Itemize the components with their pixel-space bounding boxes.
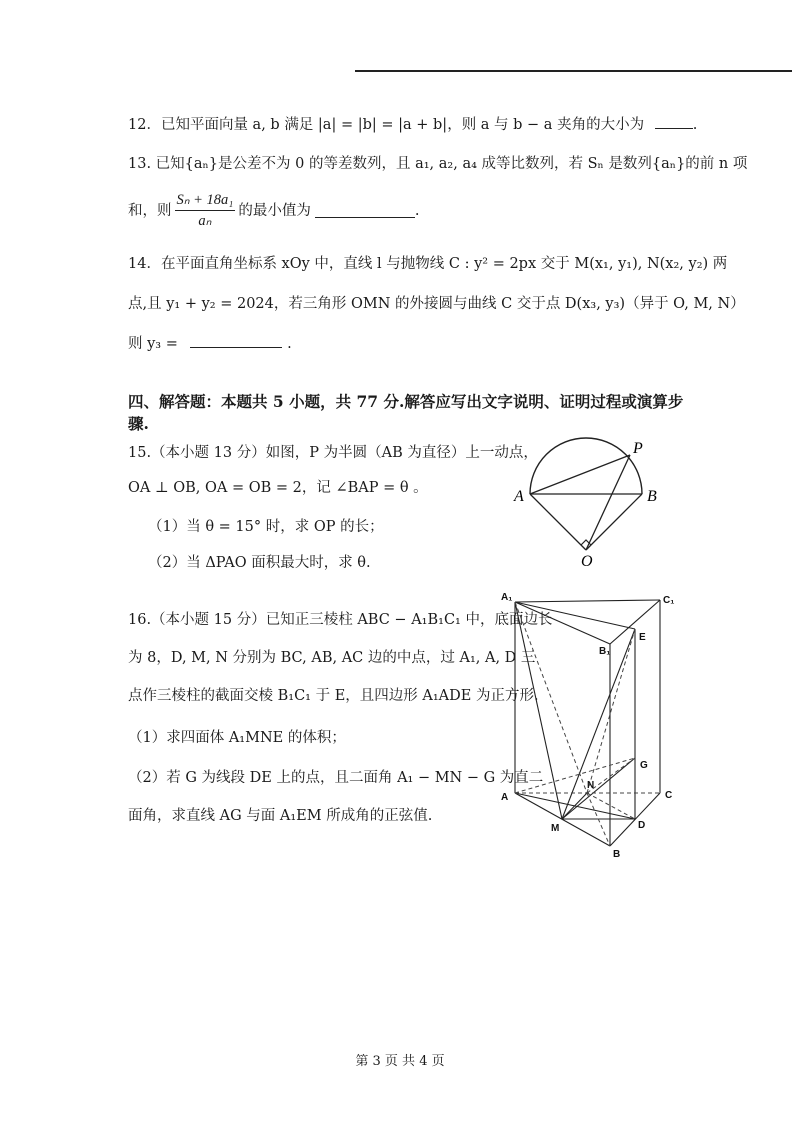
- segment-a1n-hidden: [515, 602, 587, 793]
- question-14-line3: [128, 333, 292, 354]
- semicircle-figure: [505, 435, 680, 570]
- segment-a1e: [515, 602, 635, 629]
- segment-ag-hidden: [515, 758, 635, 793]
- label-a: A: [501, 792, 509, 803]
- q13-suffix: 的最小值为: [238, 202, 311, 219]
- label-a1: A₁: [501, 592, 513, 603]
- label-p: P: [633, 440, 643, 457]
- label-b1: B₁: [599, 646, 611, 657]
- label-d: D: [638, 820, 646, 831]
- q12-tail: .: [692, 117, 698, 133]
- prism-figure: [495, 588, 690, 863]
- section-4-heading-line2: 骤.: [128, 414, 149, 433]
- segment-mg: [562, 758, 635, 819]
- segment-ne-hidden: [587, 629, 635, 793]
- question-16-line1: 16.（本小题 15 分）已知正三棱柱 ABC − A₁B₁C₁ 中，底面边长: [128, 612, 553, 628]
- question-14-line2: 点,且 y₁ + y₂ = 2024，若三角形 OMN 的外接圆与曲线 C 交于点 D(x₃, y₃)（异于 O, M, N）: [128, 296, 745, 312]
- segment-oa: [530, 494, 586, 550]
- question-16-part2: （2）若 G 为线段 DE 上的点，且二面角 A₁ − MN − G 为直二: [128, 770, 544, 786]
- label-o: O: [581, 553, 593, 570]
- label-b: B: [613, 849, 621, 860]
- q12-answer-blank[interactable]: [655, 114, 693, 129]
- q13-frac-numerator: Sₙ + 18a₁: [175, 190, 236, 211]
- q13-prefix: 和，则: [128, 202, 172, 219]
- label-g: G: [640, 760, 648, 771]
- question-14-line1: 14．在平面直角坐标系 xOy 中，直线 l 与抛物线 C : y² = 2px 交于 M(x₁, y₁), N(x₂, y₂) 两: [128, 256, 728, 272]
- label-c1: C₁: [663, 595, 675, 606]
- segment-mn: [562, 793, 587, 819]
- label-n: N: [587, 780, 595, 791]
- q14-answer-blank[interactable]: [190, 333, 282, 348]
- question-15-part2: （2）当 ΔPAO 面积最大时，求 θ.: [148, 555, 371, 571]
- q14-prefix: 则 y₃ =: [128, 336, 178, 352]
- question-16-part1: （1）求四面体 A₁MNE 的体积；: [128, 730, 346, 746]
- question-15-line2: OA ⊥ OB, OA = OB = 2，记 ∠BAP = θ 。: [128, 480, 428, 496]
- edge-a1b1: [515, 602, 610, 644]
- question-13-line2: [128, 190, 419, 231]
- q12-text: 12．已知平面向量 a, b 满足 |a| = |b| = |a + b|，则 a 与 b − a 夹角的大小为: [128, 117, 645, 133]
- label-m: M: [551, 823, 560, 834]
- question-15-part1: （1）当 θ = 15° 时，求 OP 的长；: [148, 519, 384, 535]
- segment-ob: [586, 494, 642, 550]
- label-b: B: [647, 488, 657, 505]
- label-e: E: [639, 632, 646, 643]
- q13-tail: .: [414, 202, 420, 219]
- question-16-line3: 点作三棱柱的截面交棱 B₁C₁ 于 E，且四边形 A₁ADE 为正方形.: [128, 688, 539, 704]
- question-13-line1: 13. 已知{aₙ}是公差不为 0 的等差数列，且 a₁, a₂, a₄ 成等比数列，若 Sₙ 是数列{aₙ}的前 n 项: [128, 156, 748, 172]
- q13-answer-blank[interactable]: [315, 203, 415, 218]
- question-12: [128, 114, 697, 135]
- label-a: A: [514, 488, 524, 505]
- label-c: C: [665, 790, 673, 801]
- segment-me: [562, 629, 635, 819]
- question-15-line1: 15.（本小题 13 分）如图，P 为半圆（AB 为直径）上一动点，: [128, 445, 538, 461]
- q13-fraction: [175, 190, 236, 231]
- section-4-heading-line1: 四、解答题：本题共 5 小题，共 77 分.解答应写出文字说明、证明过程或演算步: [128, 392, 684, 411]
- page-footer: 第 3 页 共 4 页: [355, 1054, 445, 1069]
- segment-nd-hidden: [587, 793, 635, 819]
- question-16-line2: 为 8，D, M, N 分别为 BC, AB, AC 边的中点，过 A₁, A, D 三: [128, 650, 536, 666]
- q14-tail: .: [287, 336, 292, 352]
- header-rule: [355, 70, 792, 72]
- question-16-part2-cont: 面角，求直线 AG 与面 A₁EM 所成角的正弦值.: [128, 808, 433, 824]
- q13-frac-denominator: aₙ: [198, 213, 212, 229]
- edge-a1c1: [515, 600, 660, 602]
